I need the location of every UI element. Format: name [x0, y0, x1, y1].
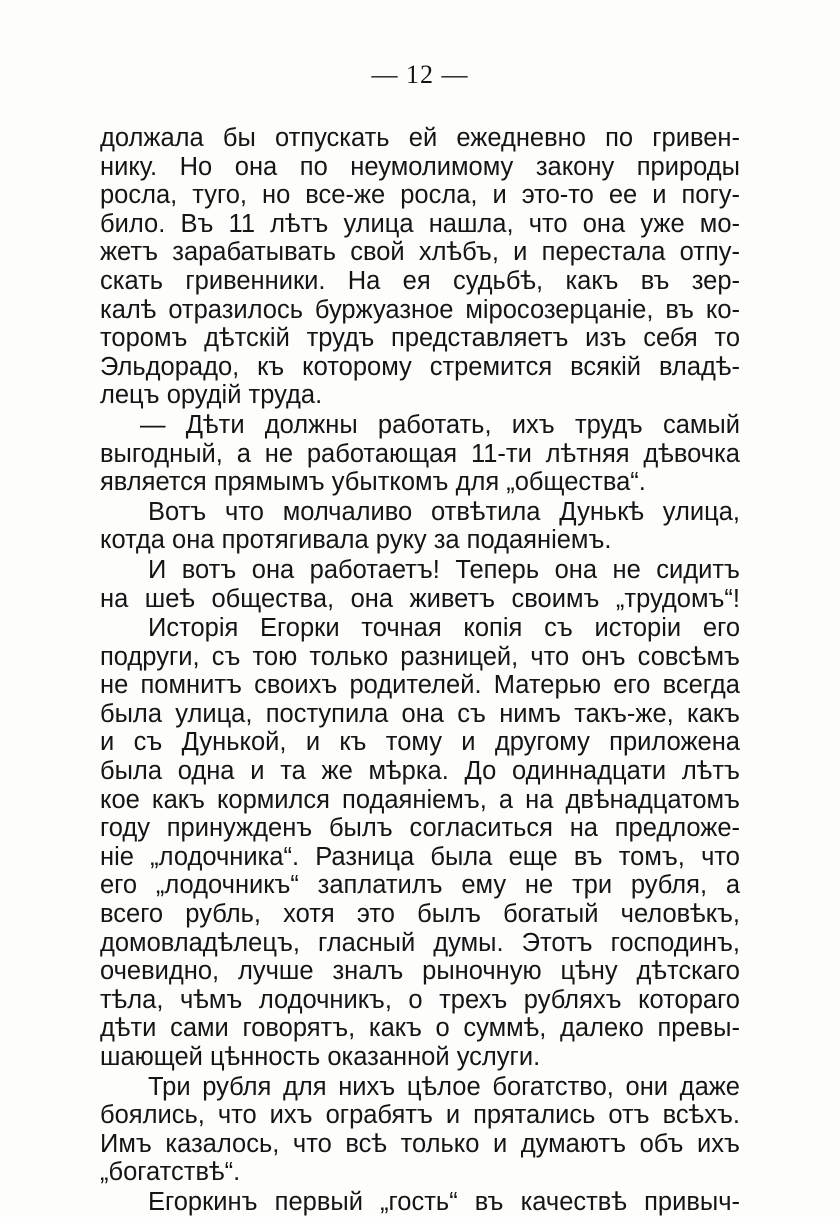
- text-line: И вотъ она работаетъ! Теперь она не сидитъ: [148, 555, 740, 584]
- paragraph-3: [100, 498, 740, 555]
- text-line: подруги, съ тою только разницей, что онъ совсѣмъ: [100, 642, 740, 671]
- text-line: калѣ отразилось буржуазное міросозерцаніе, въ ко-: [100, 295, 740, 324]
- text-line: лецъ орудій труда.: [100, 381, 323, 410]
- text-line: выгодный, а не работающая 11-ти лѣтняя дѣвочка: [100, 439, 740, 468]
- text-line: боялись, что ихъ ограбятъ и прятались отъ всѣхъ.: [100, 1101, 740, 1130]
- text-line: Имъ казалось, что всѣ только и думаютъ объ ихъ: [100, 1129, 740, 1158]
- paragraph-5: [100, 614, 740, 1072]
- paragraph-4: [100, 556, 740, 613]
- text-line: Вотъ что молчаливо отвѣтила Дунькѣ улица,: [148, 497, 740, 526]
- text-line: скать гривенники. На ея судьбѣ, какъ въ зер-: [100, 266, 740, 295]
- text-line: и съ Дунькой, и къ тому и другому приложена: [100, 728, 740, 757]
- text-line: должала бы отпускать ей ежедневно по гривен-: [100, 124, 740, 152]
- text-line: росла, туго, но все-же росла, и это-то ее и погу-: [100, 181, 740, 210]
- text-line: торомъ дѣтскій трудъ представляетъ изъ себя то: [100, 324, 740, 353]
- paragraph-7: [100, 1188, 740, 1217]
- text-line: Эльдорадо, къ которому стремится всякій владѣ-: [100, 352, 740, 381]
- text-line: котда она протягивала руку за подаяніемъ.: [100, 526, 612, 555]
- text-line: была одна и та же мѣрка. До одиннадцати лѣтъ: [100, 757, 740, 786]
- text-line: Исторія Егорки точная копія съ исторіи его: [148, 614, 740, 643]
- text-line: не помнитъ своихъ родителей. Матерью его всегда: [100, 671, 740, 700]
- text-line: Егоркинъ первый „гость“ въ качествѣ привыч-: [148, 1187, 740, 1216]
- text-line: Три рубля для нихъ цѣлое богатство, они даже: [148, 1072, 740, 1101]
- text-line: жетъ зарабатывать свой хлѣбъ, и перестала отпу-: [100, 238, 740, 267]
- text-line: очевидно, лучше зналъ рыночную цѣну дѣтскаго: [100, 957, 740, 986]
- text-line: „богатствѣ“.: [100, 1158, 241, 1187]
- text-line: является прямымъ убыткомъ для „общества“.: [100, 468, 646, 497]
- text-line: его „лодочникъ“ заплатилъ ему не три рубля, а: [100, 871, 740, 900]
- text-line: нику. Но она по неумолимому закону природы: [100, 152, 740, 181]
- text-line: тѣла, чѣмъ лодочникъ, о трехъ рубляхъ котораго: [100, 985, 740, 1014]
- text-line: году принужденъ былъ согласиться на предложе-: [100, 814, 740, 843]
- body-text: [100, 124, 740, 1217]
- text-line: дѣти сами говорятъ, какъ о суммѣ, далеко превы-: [100, 1014, 740, 1043]
- text-line: кое какъ кормился подаяніемъ, а на двѣнадцатомъ: [100, 785, 740, 814]
- text-line: домовладѣлецъ, гласный думы. Этотъ господинъ,: [100, 928, 740, 957]
- text-line: шающей цѣнность оказанной услуги.: [100, 1043, 541, 1071]
- text-line: всего рубль, хотя это былъ богатый человѣкъ,: [100, 900, 740, 929]
- text-line: была улица, поступила она съ нимъ такъ-же, какъ: [100, 699, 740, 728]
- text-line: на шеѣ общества, она живетъ своимъ „трудомъ“!: [100, 584, 740, 613]
- paragraph-1: [100, 124, 740, 410]
- text-line: ніе „лодочника“. Разница была еще въ томъ, что: [100, 842, 740, 871]
- text-line: било. Въ 11 лѣтъ улица нашла, что она уже мо-: [100, 209, 740, 238]
- page-number: — 12 —: [371, 60, 469, 89]
- paragraph-6: [100, 1073, 740, 1187]
- text-line: — Дѣти должны работать, ихъ трудъ самый: [140, 410, 740, 439]
- paragraph-2: [100, 411, 740, 497]
